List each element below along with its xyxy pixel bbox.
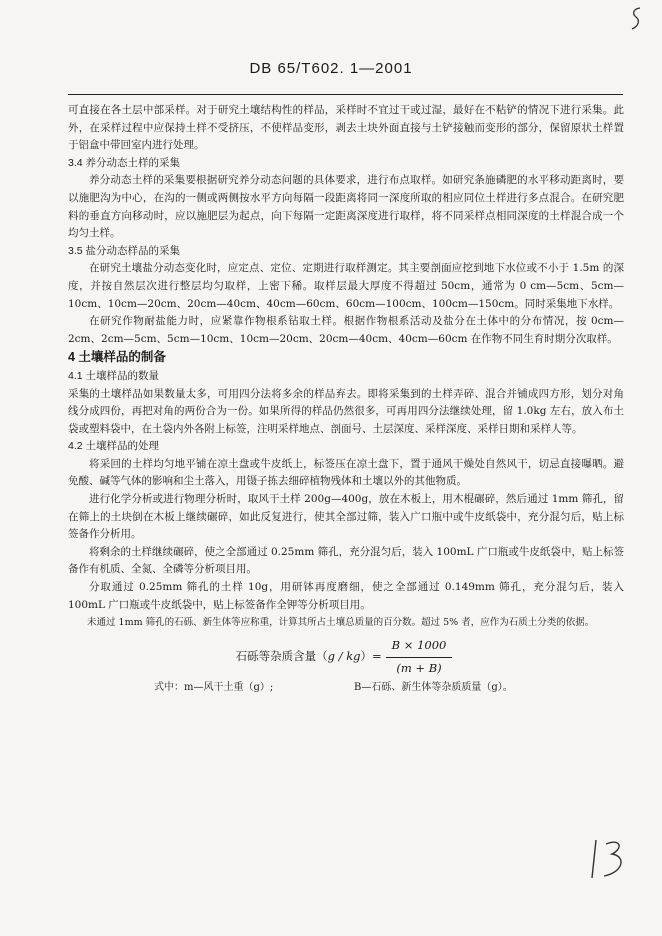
formula-unit: g / kg (327, 649, 361, 664)
handwritten-page-number (586, 834, 636, 886)
variable-m: 式中：m—风干土重（g）; (154, 682, 274, 694)
paragraph: 将采回的土样均匀地平铺在凉土盘或牛皮纸上，标签压在凉土盘下，置于通风干燥处自然风干，切忌直接曝晒。避免酸、碱等气体的影响和尘土落入，用镊子拣去细碎植物残体和土壤以外的其他物质。 (68, 457, 624, 488)
formula-denominator: (m + B) (396, 660, 442, 675)
paragraph: 在研究作物耐盐能力时，应紧靠作物根系钻取土样。根据作物根系活动及盐分在土体中的分布情况，按 0cm—2cm、2cm—5cm、5cm—10cm、10cm—20cm、20cm—40cm、40cm—60cm 在作物不同生育时期分次取样。 (68, 315, 624, 345)
impurity-formula (68, 637, 624, 677)
formula-numerator: B × 1000 (386, 637, 453, 658)
section-heading-4-2: 4.2 土壤样品的处理 (68, 440, 160, 453)
formula-label: 石砾等杂质含量 (235, 649, 317, 664)
section-heading-4-1: 4.1 土壤样品的数量 (68, 369, 160, 382)
paragraph: 在研究土壤盐分动态变化时，应定点、定位、定期进行取样测定。其主要剖面应挖到地下水位或不小于 1.5m 的深度，并按自然层次进行整层均匀取样，上密下稀。取样层最大厚度不得超过 50cm，通常为 0 cm—5cm、5cm—10cm、10cm—20cm、20cm—40cm、40cm—60cm、60cm—100cm、100cm—150cm。同时采集地下水样。 (68, 262, 625, 310)
paragraph: 将剩余的土样继续碾碎，使之全部通过 0.25mm 筛孔，充分混匀后，装入 100mL 广口瓶或牛皮纸袋中，贴上标签备作有机质、全氮、全磷等分析项目用。 (68, 545, 624, 576)
section-heading-3-5: 3.5 盐分动态样品的采集 (68, 244, 181, 257)
paragraph: 进行化学分析或进行物理分析时，取风干土样 200g—400g，放在木板上，用木棍碾碎，然后通过 1mm 筛孔，留在筛上的土块倒在木板上继续碾碎，如此反复进行，使其全部过筛，装入广口瓶中或牛皮纸袋中，充分混匀后，贴上标签备作分析用。 (68, 493, 624, 541)
formula-variables (68, 679, 624, 697)
formula-fraction (386, 637, 453, 677)
paragraph: 采集的土壤样品如果数量太多，可用四分法将多余的样品弃去。即将采集到的土样弄碎、混合并铺成四方形，划分对角线分成四份，再把对角的两份合为一份。如果所得的样品仍然很多，可再用四分法继续处理，留 1.0kg 左右，放入布土袋或塑料袋中，在土袋内外各附上标签，注明采样地点、剖面号、土层深度、采样深度、采样日期和采样人等。 (68, 387, 624, 435)
formula-unit-close: ）= (360, 649, 382, 664)
handwritten-mark-top (628, 6, 644, 32)
paragraph: 养分动态土样的采集要根据研究养分动态问题的具体要求，进行布点取样。如研究条施磷肥的水平移动距离时，要以施肥沟为中心，在沟的一侧或两侧按水平方向每隔一段距离将同一深度所取的相应同位土样进行多点混合。在研究肥料的垂直方向移动时，应以施肥层为起点，向下每隔一定距离深度进行取样，将不同采样点相同深度的土样混合成一个均匀土样。 (68, 174, 624, 240)
chapter-heading-4: 4 土壤样品的制备 (68, 350, 166, 365)
paragraph: 可直接在各土层中部采样。对于研究土壤结构性的样品，采样时不宜过干或过湿，最好在不粘铲的情况下进行采集。此外，在采样过程中应保持土样不受挤压，不使样品变形，剥去土块外面直接与土铲接触而变形的部分，保留原状土样置于铝盒中带回室内进行处理。 (68, 104, 624, 152)
section-heading-3-4: 3.4 养分动态土样的采集 (68, 156, 181, 169)
note-paragraph: 未通过 1mm 筛孔的石砾、新生体等应称重，计算其所占土壤总质量的百分数。超过 5% 者，应作为石质土分类的依据。 (87, 617, 595, 629)
standard-code-header: DB 65/T602. 1—2001 (249, 60, 413, 77)
formula-unit-open: （ (316, 649, 328, 664)
paragraph: 分取通过 0.25mm 筛孔的土样 10g，用研钵再度磨细，使之全部通过 0.149mm 筛孔，充分混匀后，装入 100mL 广口瓶或牛皮纸袋中，贴上标签备作全钾等分析项目用。 (68, 581, 624, 611)
document-body (68, 102, 624, 697)
variable-b: B—石砾、新生体等杂质质量（g）。 (354, 682, 513, 694)
header-rule (68, 94, 623, 95)
